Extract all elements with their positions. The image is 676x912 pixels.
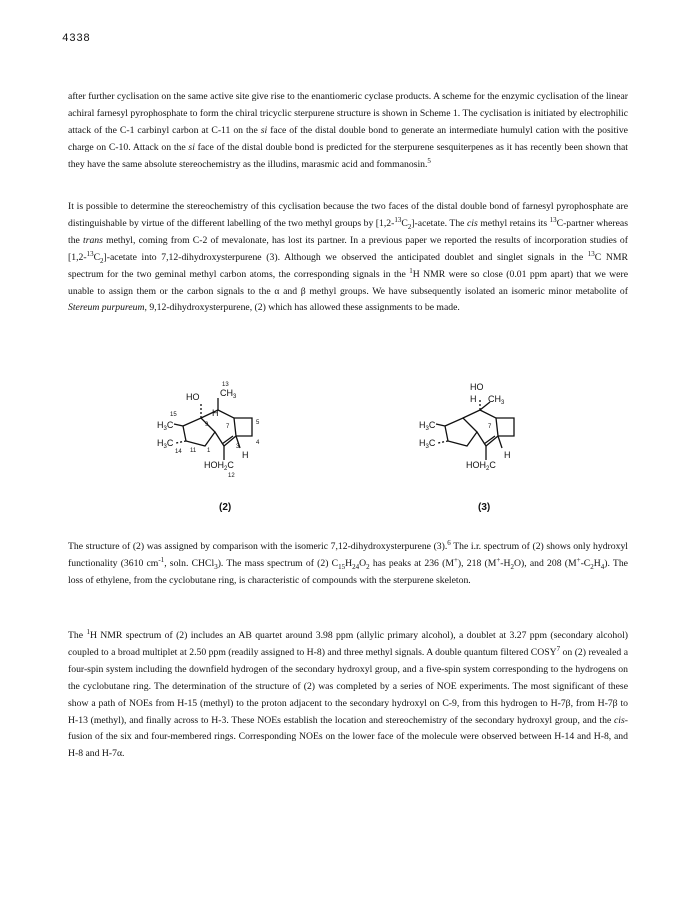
page-number: 4338 [62, 33, 91, 45]
text-run: ), 218 (M [457, 557, 497, 569]
subscript: 2 [366, 562, 370, 571]
text-run: face of the distal double bond to generate an intermediate humulyl cation with the positive charge on C-10. Attack on the [68, 124, 628, 153]
isotope-superscript: 1 [409, 266, 413, 275]
text-run: ]-acetate into 7,12-dihydroxysterpurene (3). Although we observed the anticipated doublet and singlet signals in the [103, 251, 588, 263]
text-run: C-partner whereas the [68, 217, 628, 246]
text-run: , 9,12-dihydroxysterpurene, (2) which has allowed these assignments to be made. [144, 302, 460, 314]
paragraph-cyclisation-scheme [68, 89, 628, 174]
methyl-bond [436, 424, 445, 426]
reference-superscript: 7 [556, 644, 561, 653]
italic-text: si [260, 124, 268, 136]
text-run: C [93, 251, 101, 263]
text-run: ]-acetate. The [411, 217, 467, 229]
superscript: + [453, 555, 458, 564]
reference-superscript: 5 [427, 156, 431, 165]
superscript: + [576, 555, 581, 564]
text-run: ). The mass spectrum of (2) C [217, 557, 339, 569]
paragraph-structure-assignment [68, 539, 628, 590]
h-label: H [212, 408, 219, 418]
methyl-bond [438, 441, 448, 443]
text-run: H NMR spectrum of (2) includes an AB quartet around 3.98 ppm (allylic primary alcohol), a doublet at 3.27 ppm (secondary alcohol) coupled to a broad multiplet at 2.50 ppm (readily assigned to H-8) and three methyl signals. A double quantum filtered COSY [68, 630, 628, 658]
methyl-bond [176, 441, 186, 443]
cyclobutane-ring [234, 418, 252, 436]
text-run: H NMR were so close (0.01 ppm apart) that we were unable to assign them or the carbon signals to the α and β methyl groups. We have subsequently isolated an isomeric minor metabolite of [68, 268, 628, 297]
text-run: has peaks at 236 (M [369, 557, 454, 569]
ho-label: HO [470, 382, 484, 392]
ho-label: HO [186, 392, 200, 402]
text-run: , soln. CHCl [164, 557, 215, 569]
italic-text: Stereum purpureum [68, 302, 145, 314]
h3c-label: $H_3C$ [157, 438, 174, 450]
text-run: C [401, 217, 408, 229]
subscript: 2 [590, 562, 594, 571]
h3c-label: $H_3C$ [157, 420, 174, 432]
text-run: The structure of (2) was assigned by comparison with the isomeric 7,12-dihydroxysterpurene (3). [68, 541, 448, 552]
structure-2-labels [157, 382, 260, 479]
structure-3-caption: (3) [478, 502, 491, 513]
subscript: 2 [100, 256, 104, 265]
text-run: fter further cyclisation on the same active site give rise to the enantiomeric cyclase products. A scheme for the enzymic cyclisation of the linear achiral farnesyl pyrophosphate to form the chiral tricyclic sterpurene structure is shown in Scheme 1. The cyclisation is initiated by electrophilic attack of the C-1 carbinyl carbon at C-11 on the [68, 91, 628, 136]
atom-number: 11 [190, 448, 197, 454]
h-label: H [504, 450, 511, 460]
hoh2c-label: $HOH_2C$ [466, 460, 496, 472]
isotope-superscript: 13 [549, 215, 557, 224]
h-label: H [242, 450, 249, 460]
text-run: methyl retains its [477, 217, 550, 229]
text-run: H [345, 557, 353, 569]
subscript: 2 [510, 562, 515, 571]
text-run: face of the distal double bond is predicted for the sterpurene sesquiterpenes as it has recently been shown that they have the same absolute stereochemistry as the illudins, marasmic acid and fommanosin. [68, 141, 628, 170]
isotope-superscript: 13 [86, 249, 94, 258]
reference-superscript: 6 [447, 538, 451, 547]
subscript: 2 [407, 222, 412, 231]
subscript: 3 [214, 562, 218, 571]
text-run: -C [580, 557, 591, 569]
text-run: on (2) revealed a four-spin system including the downfield hydrogen of the secondary hydroxyl group, and a five-spin system corresponding to the hydrogens on the cyclobutane ring. The determination of the structure of (2) was completed by a series of NOE experiments. The most significant of these show a path of NOEs from H-15 (methyl) to the proton adjacent to the secondary hydroxyl on C-9, from this hydrogen to H-7β, from H-7β to H-13 (methyl), and finally across to H-3. These NOEs establish the location and stereochemistry of the secondary hydroxyl group, and the [68, 646, 628, 726]
cyclopentane-ring [445, 418, 477, 446]
subscript: 24 [352, 562, 360, 571]
cyclohexene-ring [463, 410, 498, 446]
superscript: -1 [158, 555, 165, 564]
structure-3 [436, 398, 514, 460]
text-run: -fusion of the six and four-membered rings. Corresponding NOEs on the lower face of the molecule were observed between H-14 and H-8, and H-8 and H-7α. [68, 714, 628, 760]
atom-number: 9 [205, 422, 209, 428]
italic-text: cis [466, 217, 478, 229]
text-run: H [593, 557, 601, 569]
atom-number: 13 [222, 382, 229, 388]
methyl-bond [174, 424, 183, 426]
italic-text: trans [83, 234, 103, 246]
text-run: It is possible to determine the stereochemistry of this cyclisation because the two faces of the distal double bond of farnesyl pyrophosphate are distinguishable by virtue of the different labelling of the two methyl groups by [1,2- [68, 201, 628, 229]
atom-number: 7 [488, 424, 492, 430]
structure-2-caption: (2) [219, 502, 232, 513]
atom-number: 14 [175, 449, 182, 455]
paragraph-stereochemistry [68, 199, 628, 317]
hydrogen-bond [498, 436, 502, 448]
isotope-superscript: 1 [86, 627, 90, 636]
atom-number: 5 [256, 420, 260, 426]
cyclohexene-ring [201, 410, 236, 446]
italic-text: si [188, 141, 195, 153]
atom-number: 15 [170, 412, 177, 418]
atom-number: 4 [256, 440, 260, 446]
h3c-label: $H_3C$ [419, 420, 436, 432]
atom-number: 1 [207, 448, 211, 454]
cyclopentane-ring [183, 418, 215, 446]
text-run: ). The loss of ethylene, from the cyclobutane ring, is characteristic of compounds with the sterpurene skeleton. [68, 557, 628, 586]
atom-number: 7 [226, 424, 230, 430]
ch3-label: $CH_3$ [488, 394, 505, 406]
text-run: -H [500, 557, 511, 569]
text-run: The i.r. spectrum of (2) shows only hydroxyl functionality (3610 cm [68, 541, 628, 569]
text-run: C NMR spectrum for the two geminal methyl carbon atoms, the corresponding signals in the [68, 251, 628, 280]
text-run: a [68, 91, 73, 102]
ch3-label: $CH_3$ [220, 388, 237, 400]
cyclobutane-ring [496, 418, 514, 436]
subscript: 4 [600, 562, 605, 571]
subscript: 15 [338, 562, 346, 571]
text-run: O [359, 557, 367, 569]
isotope-superscript: 13 [587, 249, 595, 258]
atom-number: 12 [228, 473, 235, 479]
paragraph-nmr-analysis [68, 628, 628, 763]
structure-drawings [0, 380, 676, 550]
italic-text: cis [614, 714, 625, 726]
h3c-label: $H_3C$ [419, 438, 436, 450]
chemical-structures [0, 380, 676, 550]
superscript: + [496, 555, 501, 564]
h-label: H [470, 394, 477, 404]
text-run: methyl, coming from C-2 of mevalonate, has lost its partner. In a previous paper we reported the results of incorporation studies of [1,2- [68, 234, 628, 263]
atom-number: 3 [236, 444, 240, 450]
text-run: The [68, 630, 87, 641]
text-run: O), and 208 (M [514, 557, 577, 569]
isotope-superscript: 13 [394, 215, 402, 224]
hoh2c-label: $HOH_2C$ [204, 460, 234, 472]
